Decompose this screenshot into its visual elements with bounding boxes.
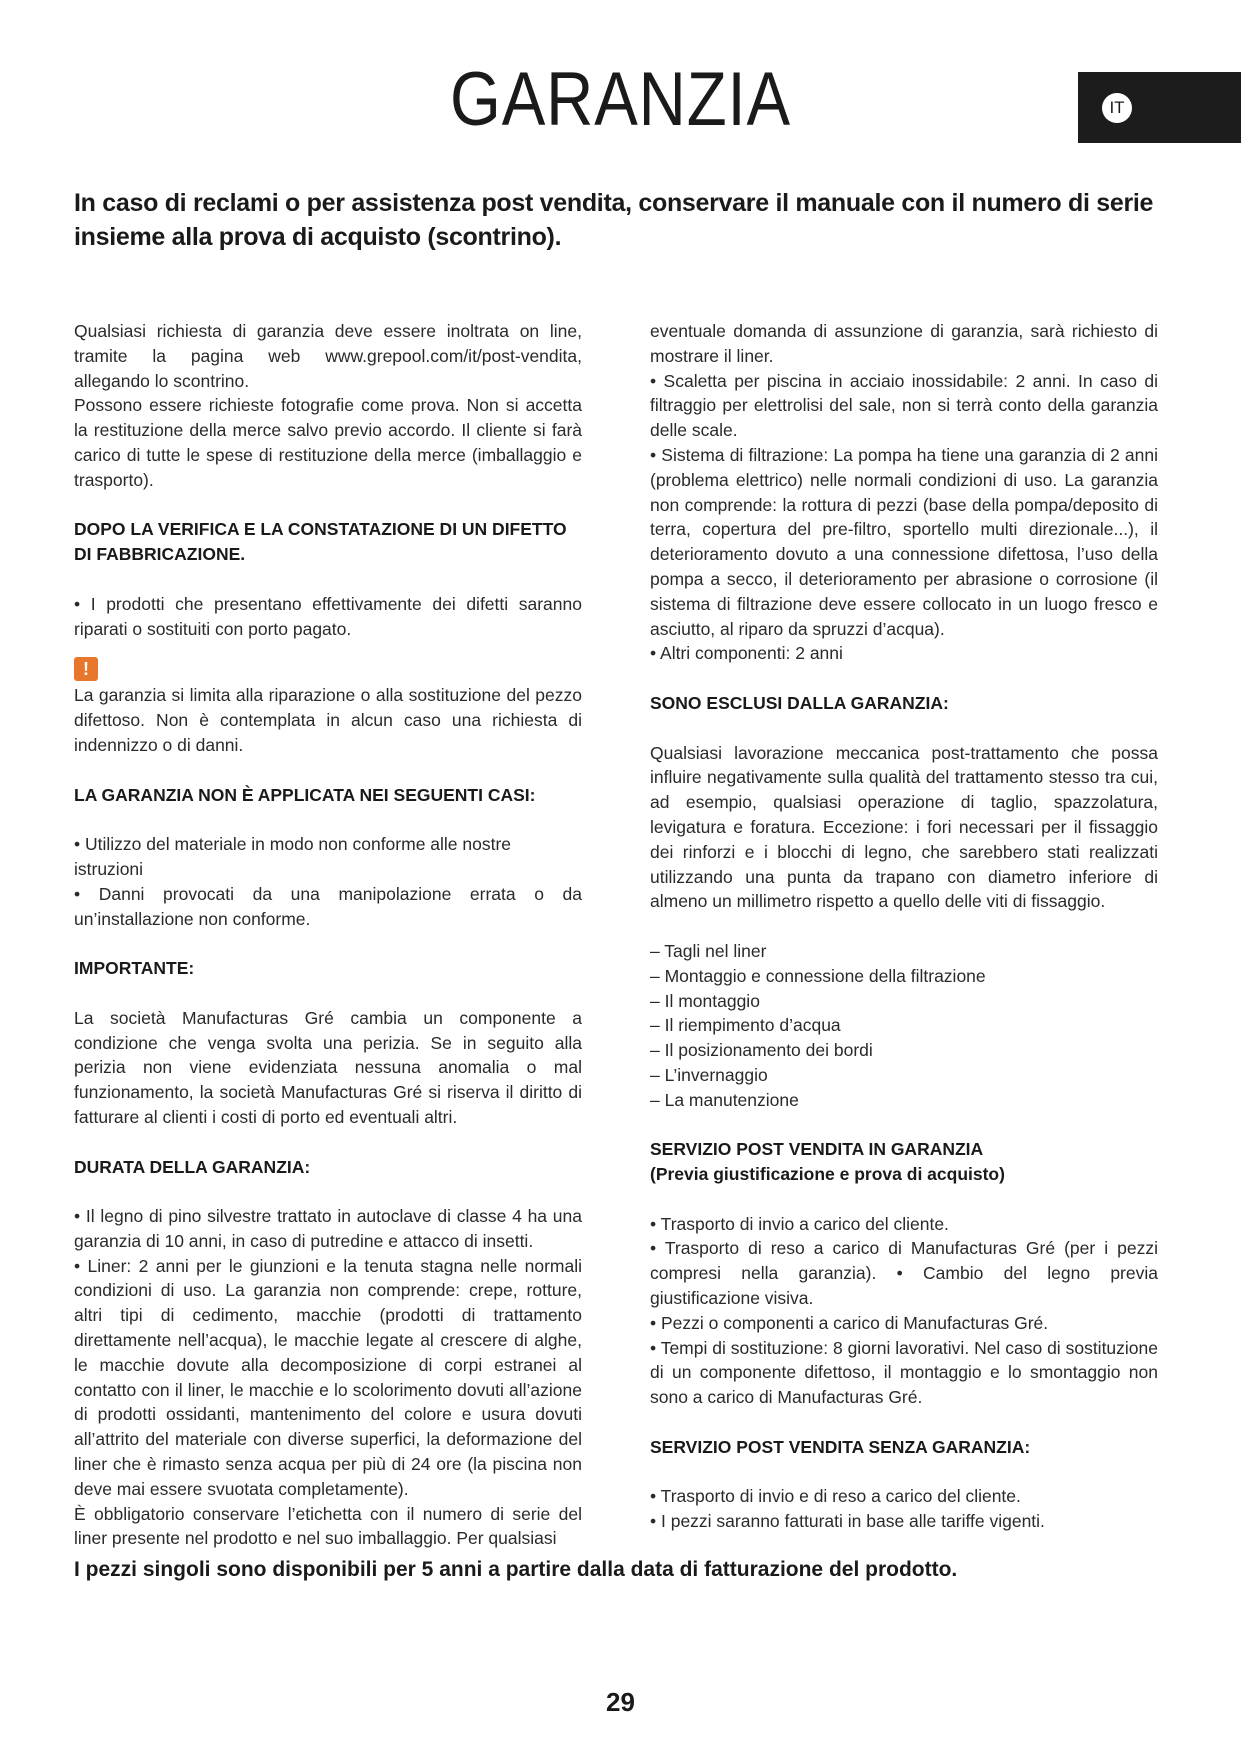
page-title: GARANZIA xyxy=(450,57,791,142)
list-item: • Pezzi o componenti a carico di Manufacturas Gré. xyxy=(650,1312,1049,1333)
exclusion-item: – Il montaggio xyxy=(650,990,760,1011)
paragraph: Qualsiasi richiesta di garanzia deve essere inoltrata on line, tramite la pagina web www.grepool.com/it/post-vendita, allegando lo scontrino. xyxy=(74,321,582,391)
intro-heading: In caso di reclami o per assistenza post vendita, conservare il manuale con il numero di serie insieme alla prova di acquisto (scontrino). xyxy=(74,189,1154,251)
list-item: • Il legno di pino silvestre trattato in autoclave di classe 4 ha una garanzia di 10 anni, in caso di putredine e attacco di insetti. xyxy=(74,1206,582,1251)
list-item: • Scaletta per piscina in acciaio inossidabile: 2 anni. In caso di filtraggio per elettrolisi del sale, non si terrà conto della garanzia delle scale. xyxy=(650,370,1158,441)
footer-note: I pezzi singoli sono disponibili per 5 anni a partire dalla data di fatturazione del prodotto. xyxy=(74,1558,958,1581)
list-item: • Trasporto di invio a carico del cliente. xyxy=(650,1213,949,1234)
exclusion-item: – Il riempimento d’acqua xyxy=(650,1015,841,1036)
list-item: • Trasporto di reso a carico di Manufacturas Gré (per i pezzi compresi nella garanzia). • Cambio del legno previa giustificazione visiva. xyxy=(650,1238,1158,1309)
section-heading: SONO ESCLUSI DALLA GARANZIA: xyxy=(650,692,949,713)
list-item: • Danni provocati da una manipolazione errata o da un’installazione non conforme. xyxy=(74,883,582,929)
right-column xyxy=(650,319,1158,1534)
list-item: • I pezzi saranno fatturati in base alle tariffe vigenti. xyxy=(650,1511,1045,1532)
section-heading: LA GARANZIA NON È APPLICATA NEI SEGUENTI CASI: xyxy=(74,784,536,805)
left-column xyxy=(74,319,582,1551)
section-heading: DOPO LA VERIFICA E LA CONSTATAZIONE DI UN DIFETTO DI FABBRICAZIONE. xyxy=(74,519,567,565)
paragraph: Possono essere richieste fotografie come prova. Non si accetta la restituzione della merce salvo previo accordo. Il cliente si farà carico di tutte le spese di restituzione della merce (imballaggio e trasporto). xyxy=(74,395,582,490)
list-item: • Sistema di filtrazione: La pompa ha tiene una garanzia di 2 anni (problema elettrico) nelle normali condizioni di uso. La garanzia non comprende: la rottura di pezzi (base della pompa/deposito di terra, copertura del pre-filtro, sportello multi direzionale...), il deterioramento dovuto a una connessione difettosa, l’uso della pompa a secco, il deterioramento per abrasione o corrosione (il sistema di filtrazione deve essere collocato in un luogo fresco e asciutto, al riparo da spruzzi d’acqua). xyxy=(650,444,1158,639)
exclusion-item: – L’invernaggio xyxy=(650,1064,768,1085)
section-subheading: (Previa giustificazione e prova di acquisto) xyxy=(650,1164,1005,1185)
paragraph: eventuale domanda di assunzione di garanzia, sarà richiesto di mostrare il liner. xyxy=(650,321,1158,366)
list-item: • Utilizzo del materiale in modo non conforme alle nostre istruzioni xyxy=(74,834,512,879)
section-heading: SERVIZIO POST VENDITA IN GARANZIA xyxy=(650,1139,984,1160)
paragraph: La garanzia si limita alla riparazione o alla sostituzione del pezzo difettoso. Non è contemplata in alcun caso una richiesta di indennizzo o di danni. xyxy=(74,685,582,755)
paragraph: La società Manufacturas Gré cambia un componente a condizione che venga svolta una perizia. Se in seguito alla perizia non viene evidenziata nessuna anomalia o mal funzionamento, la società Manufacturas Gré si riserva il diritto di fatturare al clienti i costi di porto ed eventuali altri. xyxy=(74,1007,582,1127)
list-item: • Trasporto di invio e di reso a carico del cliente. xyxy=(650,1486,1021,1507)
section-heading: DURATA DELLA GARANZIA: xyxy=(74,1156,311,1177)
page-number: 29 xyxy=(606,1687,635,1717)
exclusion-item: – La manutenzione xyxy=(650,1089,799,1110)
language-tab xyxy=(1078,72,1241,143)
exclusion-item: – Il posizionamento dei bordi xyxy=(650,1040,873,1061)
exclusion-item: – Montaggio e connessione della filtrazione xyxy=(650,965,986,986)
paragraph: È obbligatorio conservare l’etichetta con il numero di serie del liner presente nel prodotto e nel suo imballaggio. Per qualsiasi xyxy=(74,1503,582,1549)
list-item: • Liner: 2 anni per le giunzioni e la tenuta stagna nelle normali condizioni di uso. La garanzia non comprende: crepe, rotture, altri tipi di cedimento, macchie (prodotti di trattamento direttamente nell’acqua), le macchie legate al crescere di alghe, le macchie dovute alla decomposizione di corpi estranei al contatto con il liner, le macchie e lo scolorimento dovuti all’azione di prodotti ossidanti, mantenimento del colore e usura dovuti all’attrito del materiale con diverse superfici, la deformazione del liner che è rimasto senza acqua per più di 24 ore (la piscina non deve mai essere svuotata completamente). xyxy=(74,1255,582,1499)
list-item: • I prodotti che presentano effettivamente dei difetti saranno riparati o sostituiti con porto pagato. xyxy=(74,593,582,639)
section-heading: IMPORTANTE: xyxy=(74,958,195,979)
paragraph: Qualsiasi lavorazione meccanica post-trattamento che possa influire negativamente sulla qualità del trattamento stesso tra cui, ad esempio, qualsiasi operazione di taglio, spazzolatura, levigatura e foratura. Eccezione: i fori necessari per il fissaggio dei rinforzi e i blocchi di legno, che sarebbero stati realizzati utilizzando una punta da trapano con diametro inferiore di almeno un millimetro rispetto a quello delle viti di fissaggio. xyxy=(650,742,1158,912)
warning-icon: ! xyxy=(74,657,98,681)
exclusion-item: – Tagli nel liner xyxy=(650,940,767,961)
section-heading: SERVIZIO POST VENDITA SENZA GARANZIA: xyxy=(650,1436,1031,1457)
language-badge: IT xyxy=(1102,93,1132,123)
list-item: • Tempi di sostituzione: 8 giorni lavorativi. Nel caso di sostituzione di un componente difettoso, il montaggio e lo smontaggio non sono a carico di Manufacturas Gré. xyxy=(650,1337,1158,1408)
list-item: • Altri componenti: 2 anni xyxy=(650,643,843,664)
